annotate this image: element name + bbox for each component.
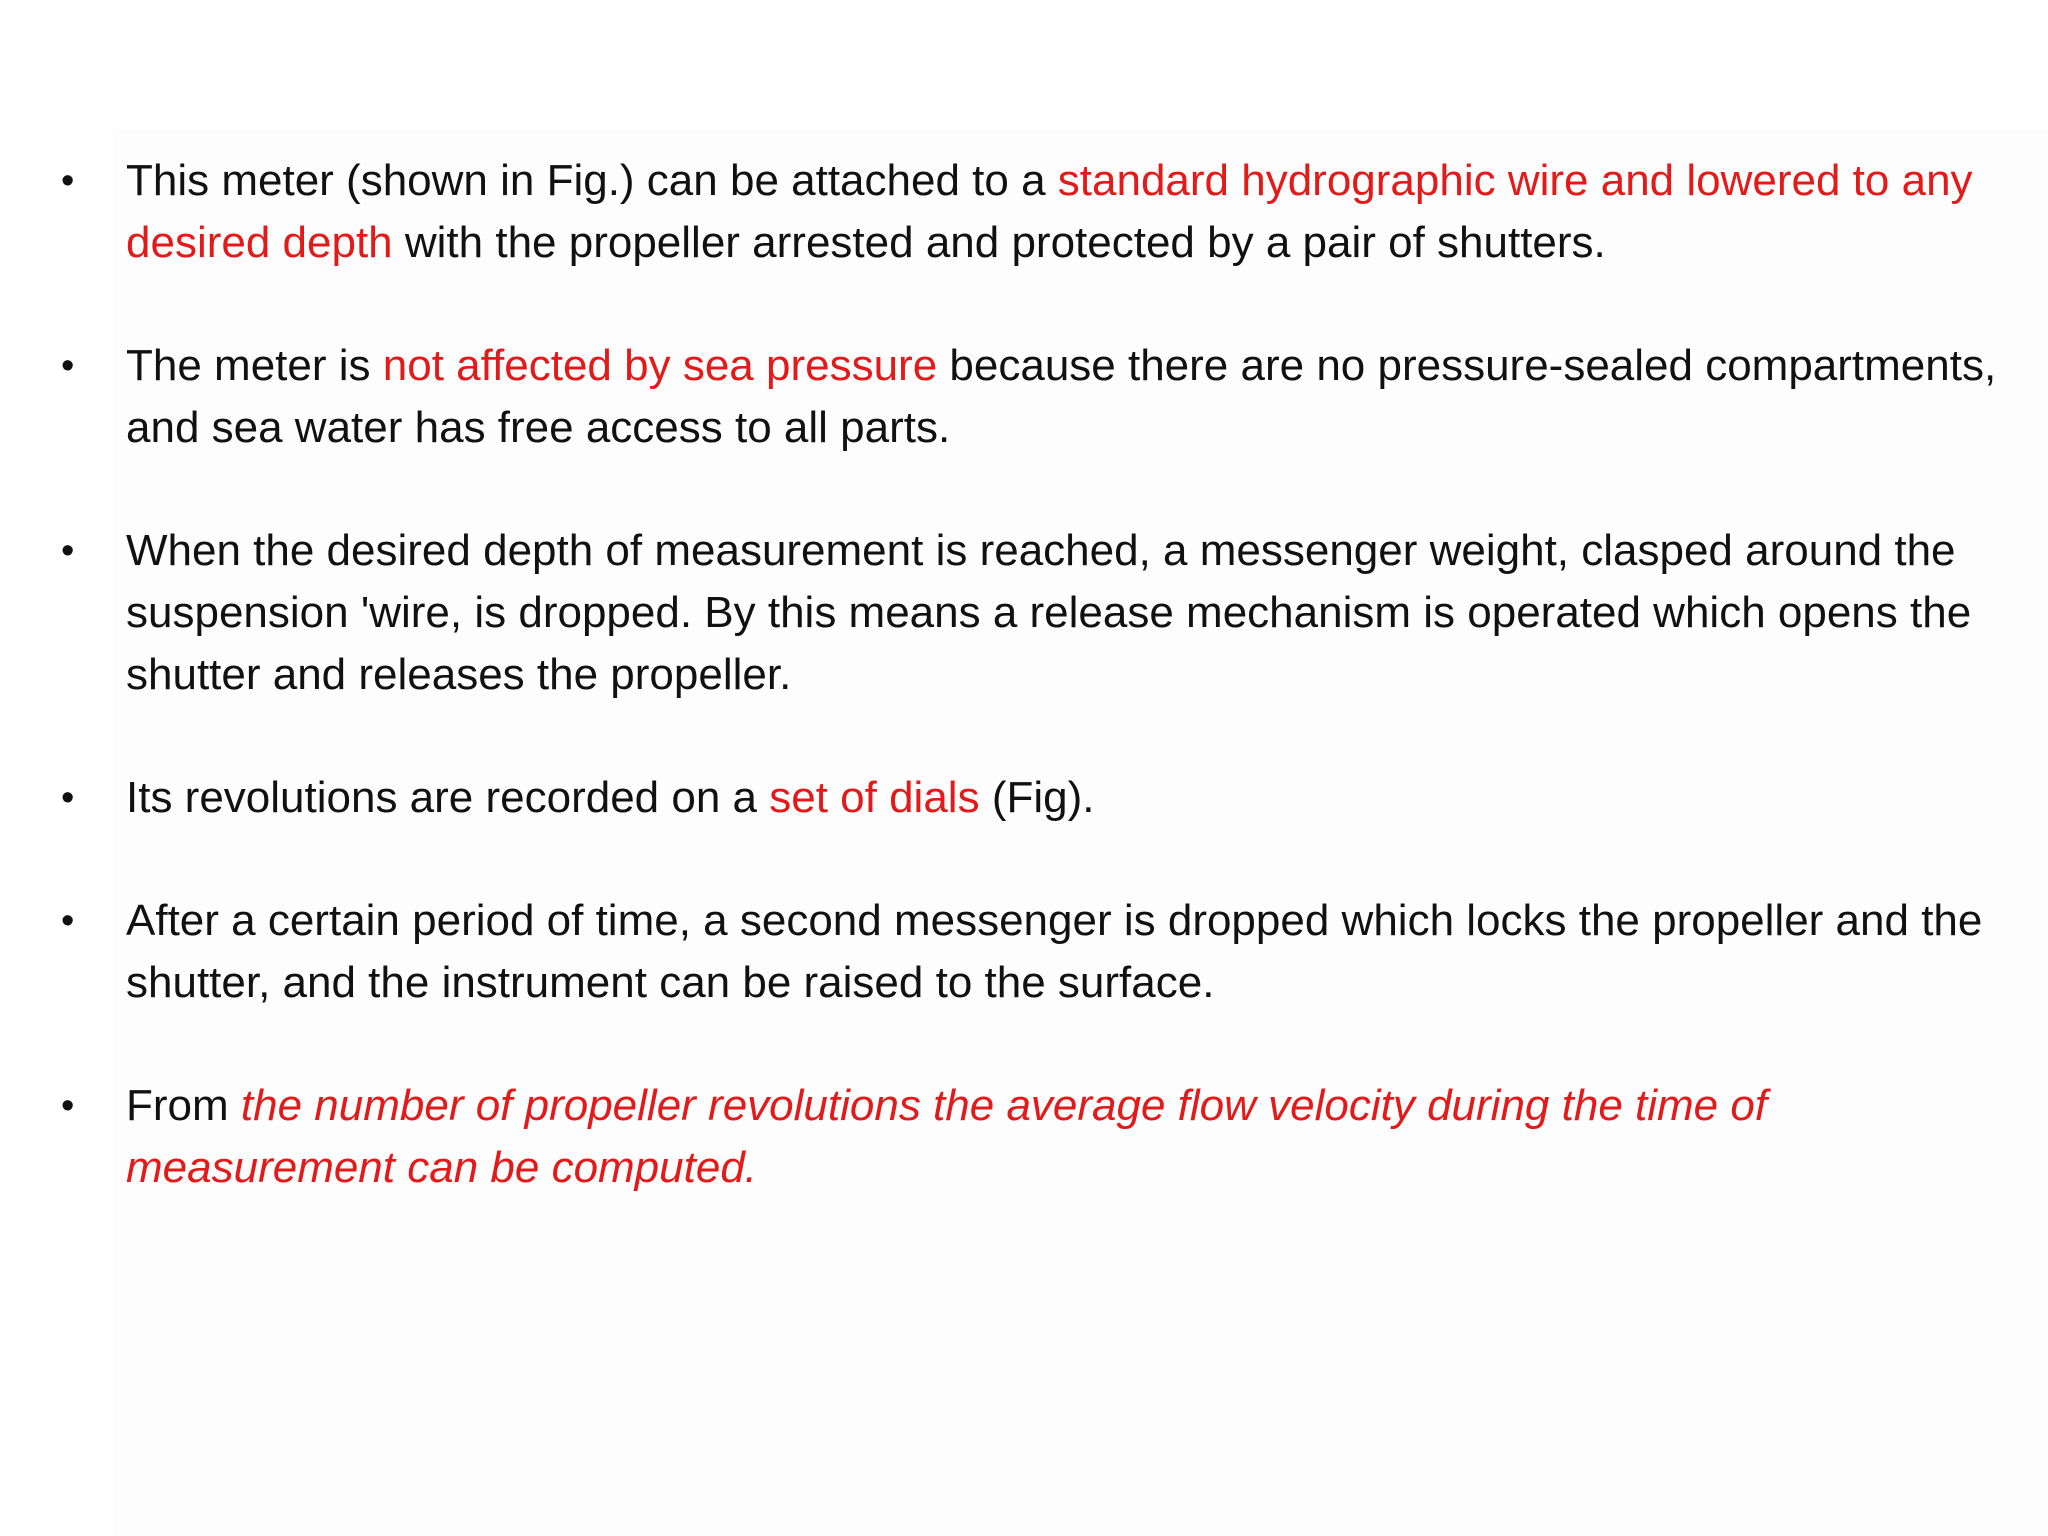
bullet-text: This meter (shown in Fig.) can be attached to a [126,156,1058,205]
bullet-item-velocity [0,1075,2048,1199]
bullet-text: From [126,1081,241,1130]
bullet-text: Its revolutions are recorded on a [126,773,770,822]
bullet-text: because there are no pressure-sealed compartments, and sea water has free access to all parts. [126,341,1997,452]
bullet-icon: • [61,900,75,942]
bullet-icon: • [61,160,75,202]
highlight-text: set of dials [769,773,980,822]
highlight-text: not affected by sea pressure [382,341,938,390]
bullet-icon: • [61,1085,75,1127]
bullet-item-dials [0,767,2048,829]
bullet-icon: • [61,777,75,819]
bullet-text: (Fig). [979,773,1095,822]
bullet-icon: • [61,530,75,572]
bullet-text: The meter is [126,341,383,390]
bullet-icon: • [61,345,75,387]
bullet-item-attach [0,150,2048,274]
bullet-text: When the desired depth of measurement is reached, a messenger weight, clasped around the suspension 'wire, is dropped. By this means a release mechanism is operated which opens the shutter and releases the propeller. [126,526,1972,699]
bullet-text: with the propeller arrested and protected by a pair of shutters. [392,218,1606,267]
bullet-text: After a certain period of time, a second messenger is dropped which locks the propeller and the shutter, and the instrument can be raised to the surface. [126,896,1983,1007]
highlight-text: standard hydrographic wire and lowered to any desired depth [126,156,1973,267]
bullet-item-pressure [0,335,2048,459]
bullet-item-release [0,520,2048,706]
bullet-item-lock [0,890,2048,1014]
highlight-text: the number of propeller revolutions the average flow velocity during the time of measurement can be computed. [126,1081,1768,1192]
bullet-list [0,150,2048,1260]
